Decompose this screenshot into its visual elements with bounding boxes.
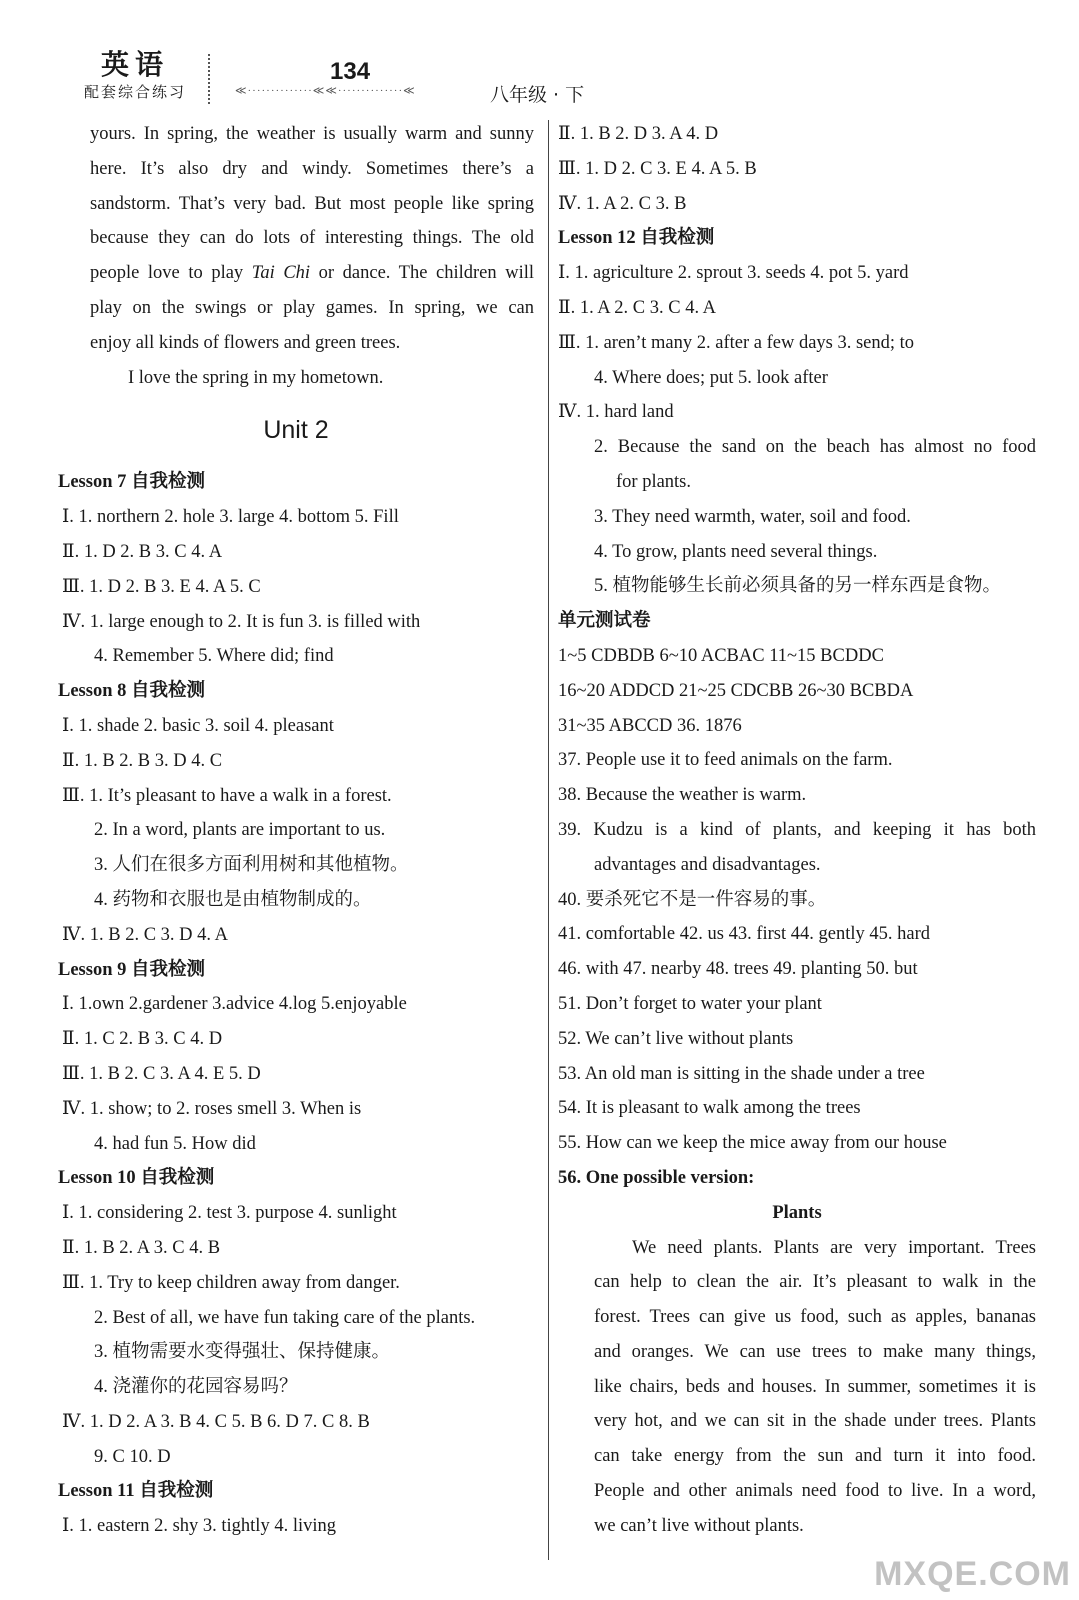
answer-line: Ⅲ. 1. D 2. B 3. E 4. A 5. C [62,576,261,597]
answer-line: 4. To grow, plants need several things. [594,541,878,562]
answer-line: Ⅳ. 1. B 2. C 3. D 4. A [62,924,228,945]
answer-line: Ⅰ. 1.own 2.gardener 3.advice 4.log 5.enjoyable [62,994,407,1015]
essay-title: Plants [772,1202,822,1223]
answer-line: Ⅳ. 1. show; to 2. roses smell 3. When is [62,1098,362,1119]
essay-line: sandstorm. That’s very bad. But most people like spring [90,193,534,214]
answer-line: 4. Remember 5. Where did; find [94,646,334,667]
essay-line: yours. In spring, the weather is usually warm and sunny [90,124,534,144]
lesson-8-title: Lesson 8 自我检测 [58,681,205,702]
answer-line: 53. An old man is sitting in the shade under a tree [558,1063,925,1084]
answer-line: Ⅰ. 1. northern 2. hole 3. large 4. bottom 5. Fill [62,507,399,528]
answer-line: 31~35 ABCCD 36. 1876 [558,715,742,736]
answer-line: 54. It is pleasant to walk among the trees [558,1098,861,1119]
answer-line: 39. Kudzu is a kind of plants, and keeping it has both [558,819,1036,840]
answer-line: 4. had fun 5. How did [94,1133,256,1154]
essay-line: enjoy all kinds of flowers and green trees. [90,332,401,353]
answer-line: 16~20 ADDCD 21~25 CDCBB 26~30 BCBDA [558,680,914,701]
answer-line: 4. 浇灌你的花园容易吗？ [94,1377,298,1398]
answer-line: Ⅰ. 1. considering 2. test 3. purpose 4. sunlight [62,1203,397,1224]
essay-line [58,256,534,291]
answer-line: 4. Where does; put 5. look after [594,367,828,388]
lesson-7-title: Lesson 7 自我检测 [58,472,205,493]
answer-line: 38. Because the weather is warm. [558,785,807,806]
answer-line: Ⅱ. 1. C 2. B 3. C 4. D [62,1029,223,1050]
brand-subtitle: 配套综合练习 [83,83,186,101]
answer-line: Ⅲ. 1. B 2. C 3. A 4. E 5. D [62,1063,261,1084]
essay-line: We need plants. Plants are very important. Trees [632,1237,1036,1258]
unit-title: Unit 2 [263,416,329,445]
answer-line: 51. Don’t forget to water your plant [558,993,822,1014]
grade-label: 八年级 · 下 [490,84,585,106]
answer-line: Ⅰ. 1. eastern 2. shy 3. tightly 4. living [62,1516,336,1537]
right-column [558,117,1036,1544]
answer-line: 37. People use it to feed animals on the farm. [558,750,893,771]
unit-test-title: 单元测试卷 [558,611,651,632]
answer-line: Ⅱ. 1. B 2. B 3. D 4. C [62,750,223,771]
answer-line: 56. One possible version: [558,1167,755,1188]
essay-end: I love the spring in my hometown. [128,367,384,388]
header-separator [208,54,210,104]
answer-line: advantages and disadvantages. [594,854,821,875]
lesson-12-title: Lesson 12 自我检测 [558,228,715,249]
answer-line: 55. How can we keep the mice away from our house [558,1133,947,1154]
answer-line: Ⅳ. 1. hard land [558,402,674,423]
watermark: MXQE.COM [874,1555,1071,1593]
left-column [58,117,534,1544]
answer-line: 2. Best of all, we have fun taking care of the plants. [94,1307,476,1328]
header-arrows: ≪··············≪≪··············≪ [235,85,416,97]
answer-line: Ⅲ. 1. It’s pleasant to have a walk in a forest. [62,785,392,806]
answer-line: 4. 药物和衣服也是由植物制成的。 [94,889,372,910]
answer-line: Ⅰ. 1. agriculture 2. sprout 3. seeds 4. pot 5. yard [558,263,909,284]
answer-line: 1~5 CDBDB 6~10 ACBAC 11~15 BCDDC [558,645,884,666]
answer-line: 41. comfortable 42. us 43. first 44. gently 45. hard [558,924,930,945]
essay-line: can take energy from the sun and turn it into food. [594,1446,1036,1467]
lesson-9-title: Lesson 9 自我检测 [58,959,205,980]
essay-line: People and other animals need food to live. In a word, [594,1481,1036,1502]
answer-line: Ⅰ. 1. shade 2. basic 3. soil 4. pleasant [62,715,334,736]
essay-line: like chairs, beds and houses. In summer, sometimes it is [594,1376,1036,1397]
answer-line: Ⅲ. 1. aren’t many 2. after a few days 3. send; to [558,332,915,353]
essay-line: here. It’s also dry and windy. Sometimes there’s a [90,158,534,179]
answer-line: 5. 植物能够生长前必须具备的另一样东西是食物。 [594,576,1002,597]
lesson-11-title: Lesson 11 自我检测 [58,1481,214,1502]
answer-line: Ⅱ. 1. A 2. C 3. C 4. A [558,297,717,318]
page-header [60,48,1020,110]
answer-line: Ⅲ. 1. D 2. C 3. E 4. A 5. B [558,158,757,179]
answer-line: Ⅳ. 1. D 2. A 3. B 4. C 5. B 6. D 7. C 8. B [62,1411,370,1432]
answer-line: Ⅲ. 1. Try to keep children away from danger. [62,1272,400,1293]
answer-line: Ⅳ. 1. A 2. C 3. B [558,193,687,214]
answer-line: 2. In a word, plants are important to us. [94,820,386,841]
essay-line: play on the swings or play games. In spring, we can [90,297,534,318]
essay-line: can help to clean the air. It’s pleasant to walk in the [594,1272,1036,1293]
answer-line: 3. 人们在很多方面利用树和其他植物。 [94,855,409,876]
answer-line: Ⅱ. 1. B 2. A 3. C 4. B [62,1237,221,1258]
essay-line: very hot, and we can sit in the shade under trees. Plants [594,1411,1036,1432]
answer-line: 3. They need warmth, water, soil and food. [594,506,911,527]
book-brand [60,48,210,102]
page-number: 134 [330,58,371,85]
essay-line: and oranges. We can use trees to make many things, [594,1341,1036,1362]
answer-line: 46. with 47. nearby 48. trees 49. planting 50. but [558,959,918,980]
answer-line: for plants. [616,471,692,492]
essay-line-text: people love to play Tai Chi or dance. The children will [90,263,535,284]
essay-line: because they can do lots of interesting things. The old [90,228,534,249]
essay-line: forest. Trees can give us food, such as apples, bananas [594,1307,1036,1328]
answer-line: 3. 植物需要水变得强壮、保持健康。 [94,1342,391,1363]
answer-line: Ⅱ. 1. B 2. D 3. A 4. D [558,124,719,144]
answer-line: 40. 要杀死它不是一件容易的事。 [558,889,827,910]
answer-line: Ⅳ. 1. large enough to 2. It is fun 3. is filled with [62,611,421,632]
essay-line: we can’t live without plants. [594,1515,804,1536]
lesson-10-title: Lesson 10 自我检测 [58,1168,215,1189]
answer-line: 52. We can’t live without plants [558,1028,794,1049]
column-divider [548,120,549,1560]
answer-line: Ⅱ. 1. D 2. B 3. C 4. A [62,541,223,562]
answer-line: 9. C 10. D [94,1446,171,1467]
brand-title: 英语 [100,48,169,81]
answer-line: 2. Because the sand on the beach has almost no food [594,437,1036,458]
